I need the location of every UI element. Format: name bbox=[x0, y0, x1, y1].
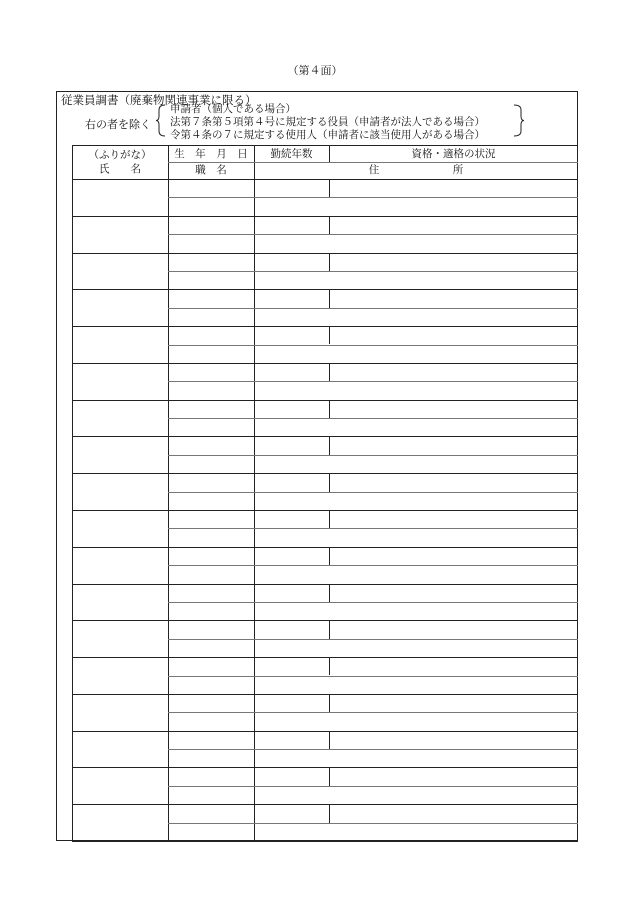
table-row bbox=[72, 473, 578, 474]
table-row bbox=[72, 584, 578, 585]
column-divider-years bbox=[329, 584, 330, 602]
table-top-border bbox=[72, 145, 578, 146]
table-row bbox=[72, 694, 578, 695]
table-row-midline bbox=[168, 786, 578, 787]
column-divider-years bbox=[329, 253, 330, 271]
condition-employee: 令第４条の７に規定する使用人（申請者に該当使用人がある場合） bbox=[170, 129, 485, 141]
table-row bbox=[72, 216, 578, 217]
column-divider-years bbox=[329, 436, 330, 454]
condition-officer: 法第７条第５項第４号に規定する役員（申請者が法人である場合） bbox=[170, 116, 485, 128]
column-divider-years bbox=[329, 326, 330, 344]
column-divider-years bbox=[329, 804, 330, 822]
table-row bbox=[72, 767, 578, 768]
column-divider-years bbox=[329, 216, 330, 234]
table-row bbox=[72, 436, 578, 437]
table-row bbox=[72, 400, 578, 401]
header-years: 勤続年数 bbox=[270, 148, 313, 160]
table-row bbox=[72, 547, 578, 548]
column-divider-years bbox=[329, 767, 330, 785]
table-row bbox=[72, 804, 578, 805]
column-divider-birthdate bbox=[254, 145, 255, 841]
form-title: 従業員調書（廃棄物関連事業に限る） bbox=[61, 93, 257, 107]
column-divider-years bbox=[329, 547, 330, 565]
table-row-midline bbox=[168, 749, 578, 750]
column-divider-years bbox=[329, 731, 330, 749]
column-divider-years bbox=[329, 473, 330, 491]
table-row-midline bbox=[168, 712, 578, 713]
table-row bbox=[72, 841, 578, 842]
left-brace-icon bbox=[156, 104, 166, 137]
page-number: （第４面） bbox=[287, 64, 343, 77]
table-row bbox=[72, 510, 578, 511]
table-row bbox=[72, 363, 578, 364]
header-qualification: 資格・適格の状況 bbox=[411, 148, 496, 160]
table-row-midline bbox=[168, 234, 578, 235]
table-left-border bbox=[72, 145, 73, 841]
table-row-midline bbox=[168, 602, 578, 603]
header-furigana: （ふりがな） bbox=[88, 149, 152, 161]
column-divider-years bbox=[329, 289, 330, 307]
table-row-midline bbox=[168, 345, 578, 346]
table-row-midline bbox=[168, 676, 578, 677]
table-row bbox=[72, 657, 578, 658]
table-row-midline bbox=[168, 197, 578, 198]
header-birthdate: 生 年 月 日 bbox=[174, 148, 248, 160]
exclusion-label: 右の者を除く bbox=[85, 118, 151, 131]
condition-applicant: 申請者（個人である場合） bbox=[170, 103, 296, 115]
column-divider-years bbox=[329, 179, 330, 197]
column-divider-years bbox=[329, 694, 330, 712]
table-row bbox=[72, 326, 578, 327]
table-row bbox=[72, 289, 578, 290]
header-name: 氏 名 bbox=[99, 163, 141, 175]
table-row-midline bbox=[168, 565, 578, 566]
header-position: 職 名 bbox=[195, 164, 227, 176]
header-address: 住 所 bbox=[368, 164, 464, 176]
table-row-midline bbox=[168, 823, 578, 824]
table-row-midline bbox=[168, 308, 578, 309]
column-divider-years bbox=[329, 510, 330, 528]
right-brace-icon bbox=[513, 104, 525, 137]
table-row-midline bbox=[168, 492, 578, 493]
table-row-midline bbox=[168, 528, 578, 529]
column-divider-years bbox=[329, 363, 330, 381]
table-row bbox=[72, 731, 578, 732]
column-divider-years bbox=[329, 620, 330, 638]
header-bottom-line bbox=[72, 179, 578, 180]
table-row-midline bbox=[168, 455, 578, 456]
table-row-midline bbox=[168, 381, 578, 382]
table-row-midline bbox=[168, 639, 578, 640]
column-divider-years bbox=[329, 657, 330, 675]
table-row bbox=[72, 253, 578, 254]
table-row-midline bbox=[168, 271, 578, 272]
form-frame bbox=[56, 91, 578, 841]
table-row bbox=[72, 620, 578, 621]
column-divider-years bbox=[329, 400, 330, 418]
table-row-midline bbox=[168, 418, 578, 419]
column-divider-name bbox=[168, 145, 169, 841]
